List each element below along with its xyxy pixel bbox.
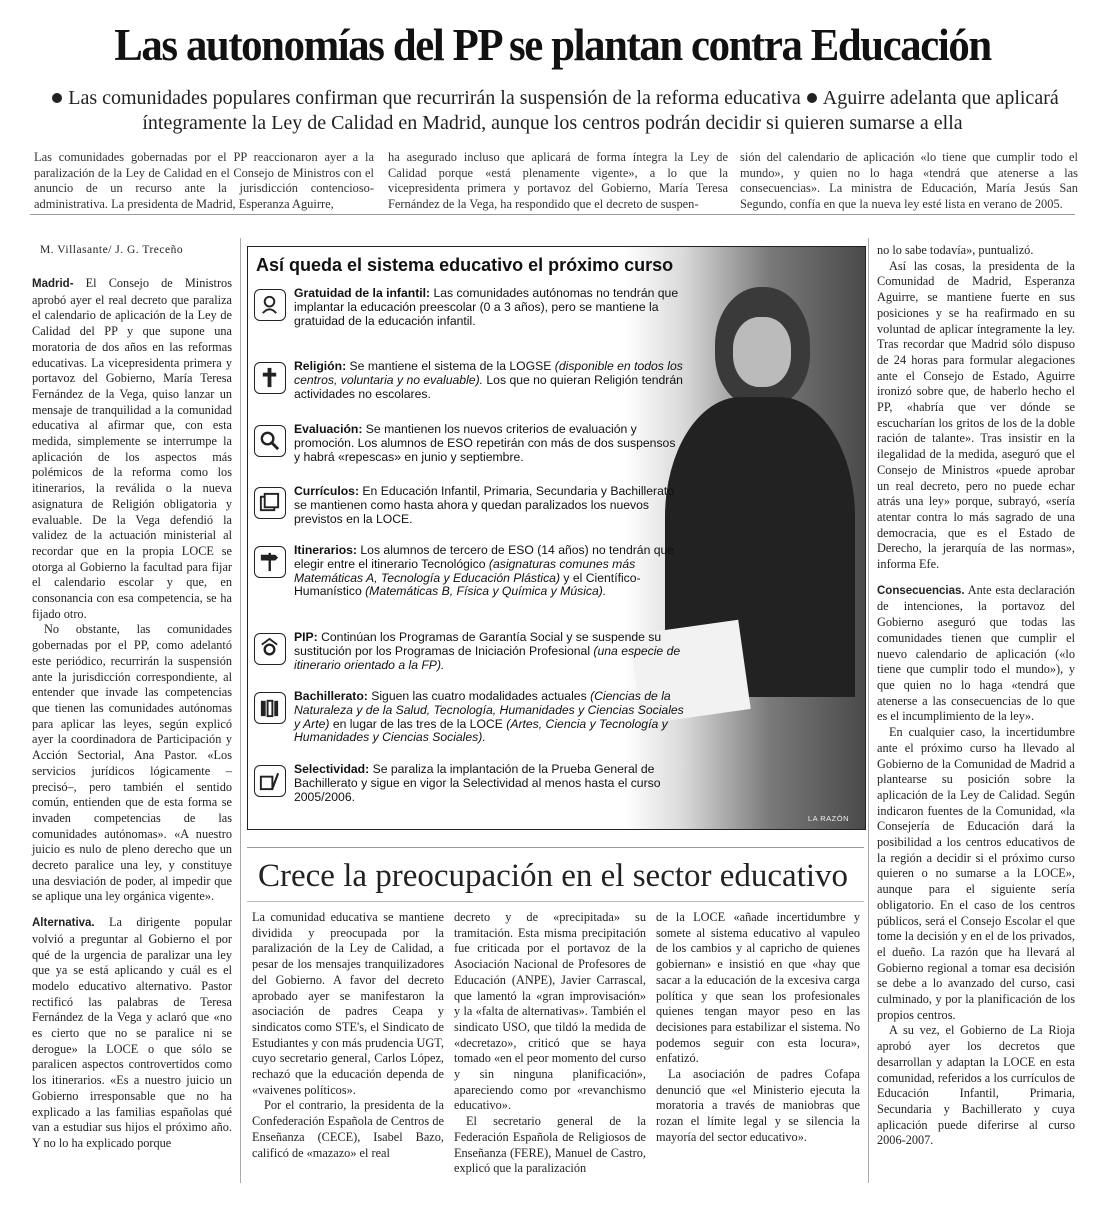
sub-headline: Crece la preocupación en el sector educativo: [258, 858, 849, 894]
cross-icon: [254, 362, 286, 394]
bullet-icon: [807, 93, 817, 103]
bullet-icon: [52, 93, 62, 103]
paragraph: de la LOCE «añade incertidumbre y somete al sistema educativo al vapuleo de los cambios y al capricho de quienes gobiernan» e insistió en que «hay que sacar a la educación de la excesiva carga política y que sean los profesionales quienes tengan mayor peso en las decisiones para estabilizar el sistema. No podemos seguir con esta locura», enfatizó.: [656, 910, 860, 1066]
exam-icon: [254, 765, 286, 797]
box-item: Gratuidad de la infantil: Las comunidades autónomas no tendrán que implantar la educación preescolar (0 a 3 años), pero se mantiene la gratuidad de la educación infantil.: [254, 287, 684, 328]
paragraph: Por el contrario, la presidenta de la Confederación Española de Centros de Enseñanza (CECE), Isabel Bazo, calificó de «mazazo» el real: [252, 1098, 444, 1160]
info-box: [247, 246, 866, 830]
baby-icon: [254, 289, 286, 321]
paragraph: En cualquier caso, la incertidumbre ante el próximo curso ha llevado al Gobierno de la Comunidad de Madrid a plantearse su posición sobre la aplicación de la Ley de Calidad. Según indicaron fuentes de la Comunidad, «la Consejería de Educación dará la posibilidad a los centros educativos de la región a decidir si el próximo curso quieren o no sumarse a la LOCE», aunque para el siguiente sería obligatorio. En el caso de los centros públicos, será el Consejo Escolar el que tome la decisión y en el de los privados, el dueño. La razón que ha llevará al Gobierno regional a tomar esa decisión se debe a lo avanzado del curso, casi culminado, y por la planificación de los propios centros.: [877, 725, 1075, 1022]
dateline: Madrid-: [32, 278, 74, 290]
box-item: Evaluación: Se mantienen los nuevos criterios de evaluación y promoción. Los alumnos de ESO repetirán con más de dos suspensos y habrá «repescas» en junio y septiembre.: [254, 423, 684, 464]
box-item: Currículos: En Educación Infantil, Primaria, Secundaria y Bachillerato se mantienen como hasta ahora y quedan paralizados los nuevos previstos en la LOCE.: [254, 485, 684, 526]
photo-face: [733, 317, 791, 387]
box-item: PIP: Continúan los Programas de Garantía Social y se suspende su sustitución por los Programas de Iniciación Profesional (una especie de itinerario orientado a la FP).: [254, 631, 684, 672]
right-column: [877, 243, 1075, 1149]
books-icon: [254, 692, 286, 724]
magnifier-icon: [254, 425, 286, 457]
lead-col-1: Las comunidades gobernadas por el PP reaccionaron ayer a la paralización de la Ley de Calidad en el Consejo de Ministros con el anuncio de un recurso ante la jurisdicción contencioso-administrativa. La presidenta de Madrid, Esperanza Aguirre,: [34, 150, 374, 211]
left-column: [32, 276, 232, 1152]
section-lead: Consecuencias.: [877, 584, 965, 597]
headline: Las autonomías del PP se plantan contra Educación: [114, 19, 991, 70]
deck: [40, 86, 1065, 136]
gear-house-icon: [254, 633, 286, 665]
sub-column-3: [656, 910, 860, 1146]
divider: [30, 214, 1075, 215]
deck-part-1: Las comunidades populares confirman que recurrirán la suspensión de la reforma educativa: [68, 87, 801, 109]
sub-column-1: [252, 910, 444, 1161]
paragraph: A su vez, el Gobierno de La Rioja aprobó ayer los decretos que desarrollan y adaptan la LOCE en esta comunidad, referidos a los currículos de Educación Infantil, Primaria, Secundaria y Bachillerato y cuya aplicación puede diferirse al curso 2006-2007.: [877, 1023, 1075, 1148]
column-rule: [240, 238, 241, 1183]
paragraph: Consecuencias. Ante esta declaración de intenciones, la portavoz del Gobierno aseguró que todas las comunidades tienen que cumplir el nuevo calendario de aplicación («lo tiene que cumplir todo el mundo»), y que quien no lo haga «tendrá que atenerse a las consecuencias de lo que es el incumplimiento de la ley».: [877, 582, 1075, 724]
folders-icon: [254, 487, 286, 519]
box-title: Así queda el sistema educativo el próximo curso: [256, 255, 674, 275]
paragraph: El secretario general de la Federación Española de Religiosos de Enseñanza (FERE), Manuel de Castro, explicó que la paralización: [454, 1114, 646, 1176]
paragraph: Madrid- El Consejo de Ministros aprobó ayer el real decreto que paraliza el calendario de aplicación de la Ley de Calidad del PP y que supone una moratoria de dos años en las reformas educativas. La vicepresidenta primera y portavoz del Gobierno, María Teresa Fernández de la Vega, quiso lanzar un mensaje de tranquilidad a la comunidad educativa al afirmar que, con esta medida, simplemente se interrumpe la aplicación de los aspectos más polémicos de la reforma como los itinerarios, la reválida o la nueva asignatura de Religión obligatoria y evaluable. De la Vega defendió la validez de la actuación ministerial al recordar que en la propia LOCE se otorga al Gobierno la facultad para fijar el calendario escolar y que, en consonancia con esa competencia, se ha fijado otro.: [32, 276, 232, 621]
paragraph: Así las cosas, la presidenta de la Comunidad de Madrid, Esperanza Aguirre, se mantiene fuerte en sus posiciones y se ha reafirmado en su voluntad de aplicar íntegramente la ley. Tras recordar que Madrid sólo dispuso de 24 horas para formular alegaciones ante el Consejo de Estado, Aguirre ironizó sobre que, de haberlo hecho el PP, «habría que ver dónde se escucharían los gritos de los de la doble ración de talante». Tras insistir en la ilegalidad de la medida, aseguró que el Consejo de Ministros «puede aprobar un real decreto, pero no puede echar atrás una ley» porque, subrayó, «sería atentar contra lo más sagrado de una democracia, que es el Estado de Derecho, la jerarquía de las normas», informa Efe.: [877, 258, 1075, 572]
paragraph: no lo sabe todavía», puntualizó.: [877, 243, 1034, 257]
signpost-icon: [254, 546, 286, 578]
divider: [247, 901, 864, 902]
box-item: Religión: Se mantiene el sistema de la LOGSE (disponible en todos los centros, voluntaria y no evaluable). Los que no quieran Religión tendrán actividades no escolares.: [254, 360, 684, 401]
section-lead: Alternativa.: [32, 917, 95, 930]
byline: M. Villasante/ J. G. Treceño: [40, 244, 184, 256]
box-item: Selectividad: Se paraliza la implantación de la Prueba General de Bachillerato y sigue en vigor la Selectividad al menos hasta el curso 2005/2006.: [254, 763, 684, 804]
lead-col-3: sión del calendario de aplicación «lo tiene que cumplir todo el mundo», y quien no lo haga «tendrá que atenerse a las consecuencias». La ministra de Educación, María Jesús San Segundo, confía en que la nueva ley esté lista en verano de 2005.: [740, 150, 1078, 211]
paragraph: La asociación de padres Cofapa denunció que «el Ministerio ejecuta la moratoria a través de maniobras que rozan el límite legal y se silencia la mayoría del sector educativo».: [656, 1067, 860, 1144]
paragraph: decreto y de «precipitada» su tramitación. Esta misma precipitación fue criticada por el portavoz de la Asociación Nacional de Profesores de Educación (ANPE), Javier Carrascal, que lamentó la «gran improvisación» y la «falta de alternativas». También el sindicato USO, que tildó la medida de «decretazo», criticó que se haya tomado «en el peor momento del curso y sin ninguna planificación», apareciendo como por «revanchismo educativo».: [454, 910, 646, 1113]
box-item: Itinerarios: Los alumnos de tercero de ESO (14 años) no tendrán que elegir entre el itinerario Tecnológico (asignaturas comunes más Matemáticas A, Tecnología y Educación Plástica) y el Científico-Humanístico (Matemáticas B, Física y Química y Música).: [254, 544, 684, 599]
divider: [247, 847, 864, 848]
sub-column-2: [454, 910, 646, 1177]
paragraph: Alternativa. La dirigente popular volvió a preguntar al Gobierno el por qué de la urgencia de paralizar una ley que ya se está aplicando y cuál es el modelo educativo alternativo. Pastor rectificó las palabras de Teresa Fernández de la Vega y aclaró que «no es cierto que no se paralice ni se derogue» la LOCE o que sólo se paralicen aspectos controvertidos como los itinerarios. «Es a nuestro juicio un Gobierno irresponsable que no ha explicado a las familias españolas qué van a estudiar sus hijos el próximo año. Y no lo ha explicado porque: [32, 915, 232, 1150]
paragraph: La comunidad educativa se mantiene dividida y preocupada por la paralización de la Ley de Calidad, a pesar de los mensajes tranquilizadores del Gobierno. A favor del decreto aprobado ayer se manifestaron la asociación de padres Ceapa y sindicatos como STE's, el Sindicato de Estudiantes y con más prudencia UGT, cuyo secretario general, Carlos López, rechazó que la educación dependa de «vaivenes políticos».: [252, 910, 444, 1097]
photo-credit: LA RAZÓN: [807, 814, 849, 823]
paragraph: No obstante, las comunidades gobernadas por el PP, como adelantó este periódico, recurrirán la suspensión ante la jurisdicción correspondiente, al entender que invade las competencias que tienen las comunidades autónomas para aplicar las leyes, según explicó ayer la coordinadora de Participación y Acción Sectorial, Ana Pastor. «Los servicios jurídicos lógicamente –precisó–, pero también el sentido común, entienden que de esta forma se invaden competencias de las comunidades autónomas». «A nuestro juicio es nulo de pleno derecho que un decreto paralice una ley, y constituye una desviación de poder, al impedir que se aplique una ley orgánica vigente».: [32, 622, 232, 904]
deck-part-2: Aguirre adelanta que aplicará íntegramente la Ley de Calidad en Madrid, aunque los centros podrán decidir si quieren sumarse a ella: [142, 87, 1059, 134]
column-rule: [868, 238, 869, 1183]
lead-col-2: ha asegurado incluso que aplicará de forma íntegra la Ley de Calidad porque «está plenamente vigente», a lo que la vicepresidenta primera y portavoz del Gobierno, María Teresa Fernández de la Vega, ha respondido que el decreto de suspen-: [388, 150, 728, 211]
box-item: Bachillerato: Siguen las cuatro modalidades actuales (Ciencias de la Naturaleza y de la Salud, Tecnología, Humanidades y Ciencias Sociales y Arte) en lugar de las tres de la LOCE (Artes, Ciencia y Tecnología y Humanidades y Ciencias Sociales).: [254, 690, 684, 745]
